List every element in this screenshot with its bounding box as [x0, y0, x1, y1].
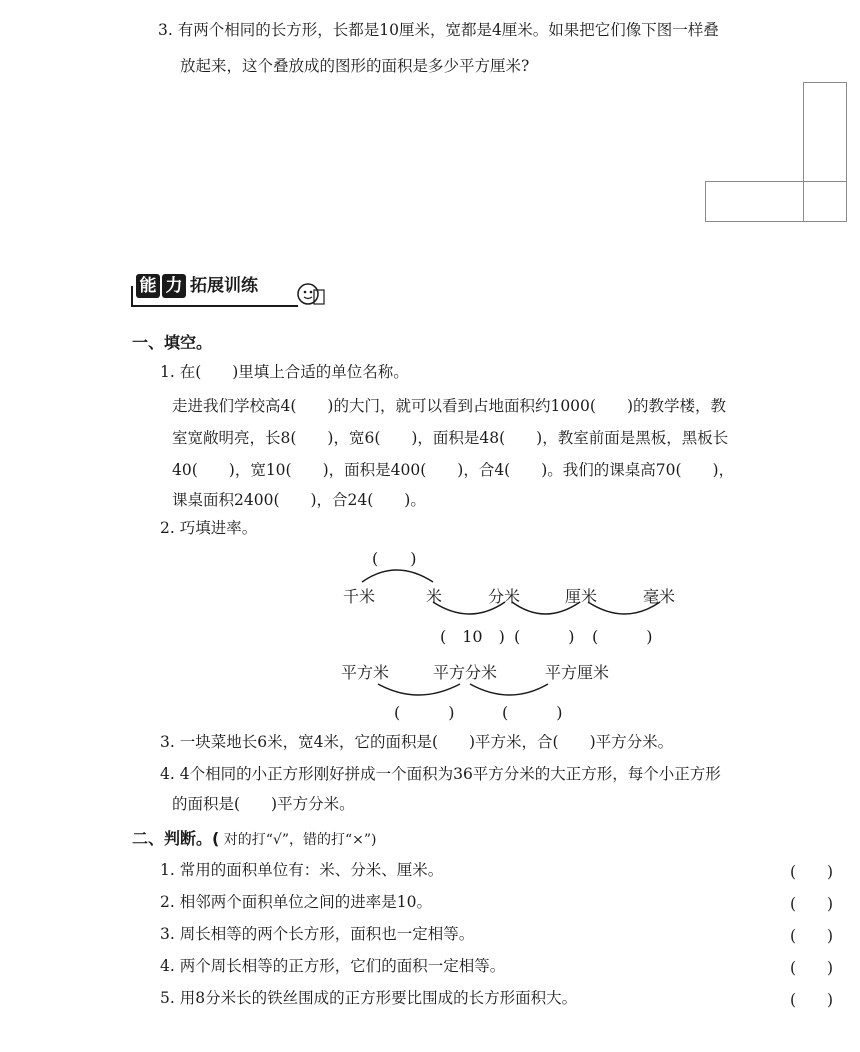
part2-title-row [132, 826, 377, 849]
q1-stem: 1. 在( )里填上合适的单位名称。 [160, 363, 409, 381]
badge-char-1: 能 [136, 274, 160, 298]
q2-stem: 2. 巧填进率。 [160, 519, 258, 537]
q1-line1: 走进我们学校高4( )的大门，就可以看到占地面积约1000( )的教学楼，教 [172, 397, 726, 415]
judge-paren-3[interactable]: ( ) [790, 927, 834, 945]
unit-mm: 毫米 [643, 587, 676, 606]
judge-item-5: 5. 用8分米长的铁丝围成的正方形要比围成的长方形面积大。 [160, 989, 578, 1007]
q1-line2: 室宽敞明亮，长8( )，宽6( )，面积是48( )，教室前面是黑板，黑板长 [172, 429, 729, 447]
judge-paren-2[interactable]: ( ) [790, 895, 834, 913]
horizontal-rectangle [705, 181, 847, 222]
part2-title: 二、判断。( [132, 829, 220, 848]
q3-top-line1: 3. 有两个相同的长方形，长都是10厘米，宽都是4厘米。如果把它们像下图一样叠 [158, 21, 719, 39]
blank-1: ( 10 ) [440, 627, 505, 646]
unit-sqdm: 平方分米 [433, 663, 498, 682]
q1-line4: 课桌面积2400( )，合24( )。 [172, 491, 426, 509]
unit-m: 米 [426, 587, 443, 606]
diagram-arcs [0, 560, 860, 700]
judge-item-1: 1. 常用的面积单位有：米、分米、厘米。 [160, 861, 444, 879]
q4-line1: 4. 4个相同的小正方形刚好拼成一个面积为36平方分米的大正方形，每个小正方形 [160, 765, 721, 783]
unit-sqm: 平方米 [341, 663, 390, 682]
unit-sqcm: 平方厘米 [545, 663, 610, 682]
badge-char-2: 力 [162, 274, 186, 298]
badge-title: 拓展训练 [190, 276, 258, 296]
q3-veg-garden: 3. 一块菜地长6米，宽4米，它的面积是( )平方米，合( )平方分米。 [160, 733, 674, 751]
unit-dm: 分米 [488, 587, 521, 606]
judge-paren-5[interactable]: ( ) [790, 991, 834, 1009]
blank-5: ( ) [502, 703, 563, 722]
part1-title: 一、填空。 [132, 333, 213, 352]
unit-cm: 厘米 [565, 587, 598, 606]
judge-paren-1[interactable]: ( ) [790, 863, 834, 881]
part2-title-note: 对的打“√”，错的打“×”) [219, 832, 377, 848]
section-badge [130, 272, 330, 314]
blank-4: ( ) [394, 703, 455, 722]
q1-line3: 40( )，宽10( )，面积是400( )，合4( )。我们的课桌高70( )， [172, 461, 735, 479]
judge-item-2: 2. 相邻两个面积单位之间的进率是10。 [160, 893, 432, 911]
judge-item-3: 3. 周长相等的两个长方形，面积也一定相等。 [160, 925, 475, 943]
blank-3: ( ) [592, 627, 653, 646]
q4-line2: 的面积是( )平方分米。 [172, 795, 355, 813]
judge-item-4: 4. 两个周长相等的正方形，它们的面积一定相等。 [160, 957, 506, 975]
unit-km: 千米 [343, 587, 376, 606]
blank-2: ( ) [514, 627, 575, 646]
judge-paren-4[interactable]: ( ) [790, 959, 834, 977]
blank-top: ( ) [372, 549, 417, 568]
q3-top-line2: 放起来，这个叠放成的图形的面积是多少平方厘米? [180, 57, 530, 75]
